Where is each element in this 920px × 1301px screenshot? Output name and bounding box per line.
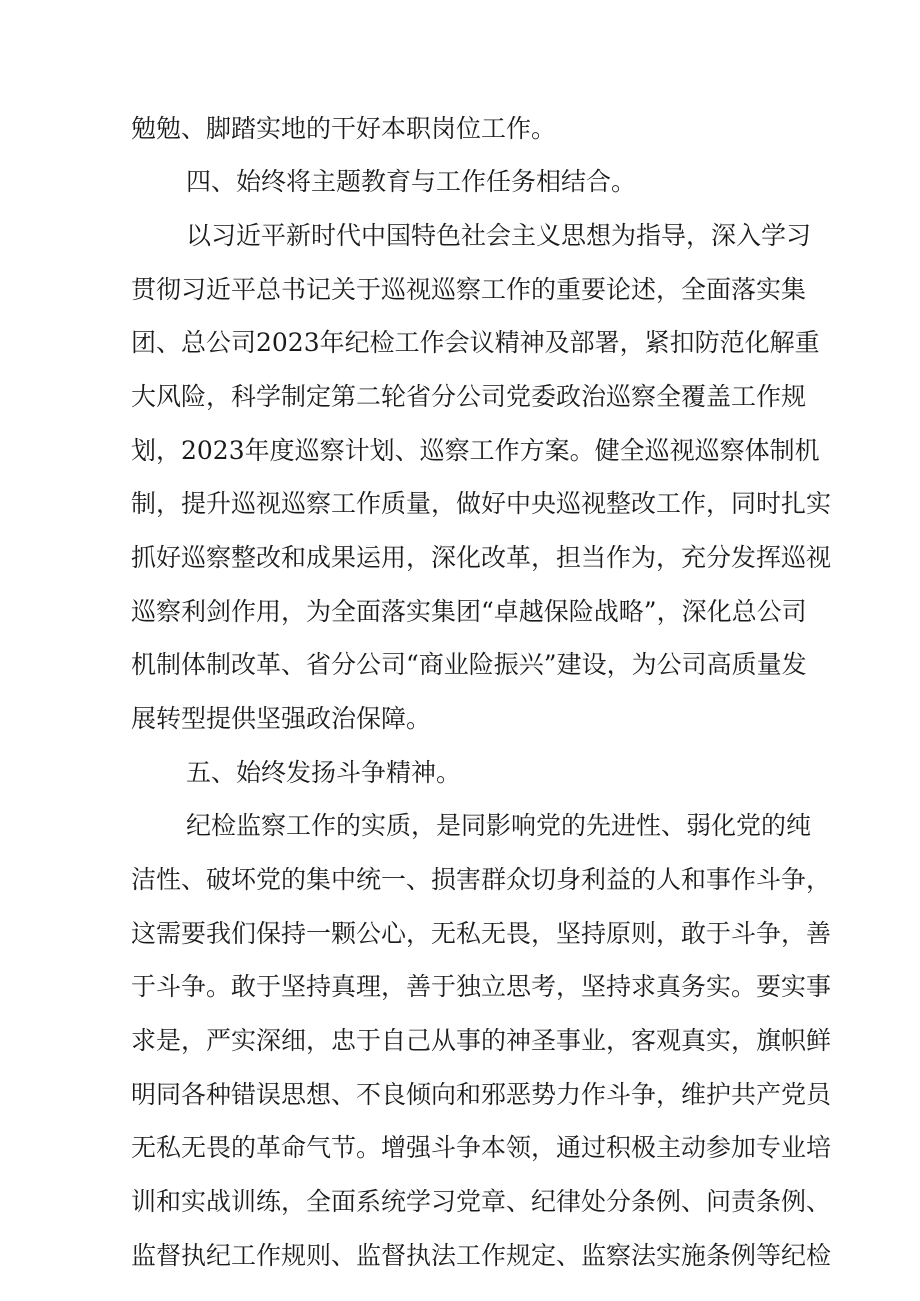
paragraph-line: 制，提升巡视巡察工作质量，做好中央巡视整改工作，同时扎实 [131,489,832,518]
paragraph-line: 机制体制改革、省分公司“商业险振兴”建设，为公司高质量发 [131,650,807,679]
paragraph-line: 纪检监察工作的实质，是同影响党的先进性、弱化党的纯 [186,811,812,840]
section-heading: 四、始终将主题教育与工作任务相结合。 [186,167,637,196]
paragraph-line: 明同各种错误思想、不良倾向和邪恶势力作斗争，维护共产党员 [131,1080,832,1109]
paragraph-line: 抓好巡察整改和成果运用，深化改革，担当作为，充分发挥巡视 [131,543,832,572]
paragraph-line: 贯彻习近平总书记关于巡视巡察工作的重要论述，全面落实集 [131,275,807,304]
paragraph-line: 以习近平新时代中国特色社会主义思想为指导，深入学习 [186,221,812,250]
paragraph-line: 无私无畏的革命气节。增强斗争本领，通过积极主动参加专业培 [131,1133,832,1162]
paragraph-line: 展转型提供坚强政治保障。 [131,704,432,733]
paragraph-line: 团、总公司2023年纪检工作会议精神及部署，紧扣防范化解重 [131,328,820,357]
paragraph-line: 洁性、破坏党的集中统一、损害群众切身利益的人和事作斗争， [131,865,832,894]
paragraph-line: 于斗争。敢于坚持真理，善于独立思考，坚持求真务实。要实事 [131,972,832,1001]
paragraph-line: 求是，严实深细，忠于自己从事的神圣事业，客观真实，旗帜鲜 [131,1026,832,1055]
paragraph-line: 监督执纪工作规则、监督执法工作规定、监察法实施条例等纪检 [131,1241,832,1270]
paragraph-line: 大风险，科学制定第二轮省分公司党委政治巡察全覆盖工作规 [131,382,807,411]
paragraph-line: 划，2023年度巡察计划、巡察工作方案。健全巡视巡察体制机 [131,436,820,465]
paragraph-line: 这需要我们保持一颗公心，无私无畏，坚持原则，敢于斗争，善 [131,919,832,948]
paragraph-line: 训和实战训练，全面系统学习党章、纪律处分条例、问责条例、 [131,1187,832,1216]
section-heading: 五、始终发扬斗争精神。 [186,758,462,787]
paragraph-line: 巡察利剑作用，为全面落实集团“卓越保险战略”，深化总公司 [131,597,807,626]
paragraph-line: 勉勉、脚踏实地的干好本职岗位工作。 [131,114,557,143]
